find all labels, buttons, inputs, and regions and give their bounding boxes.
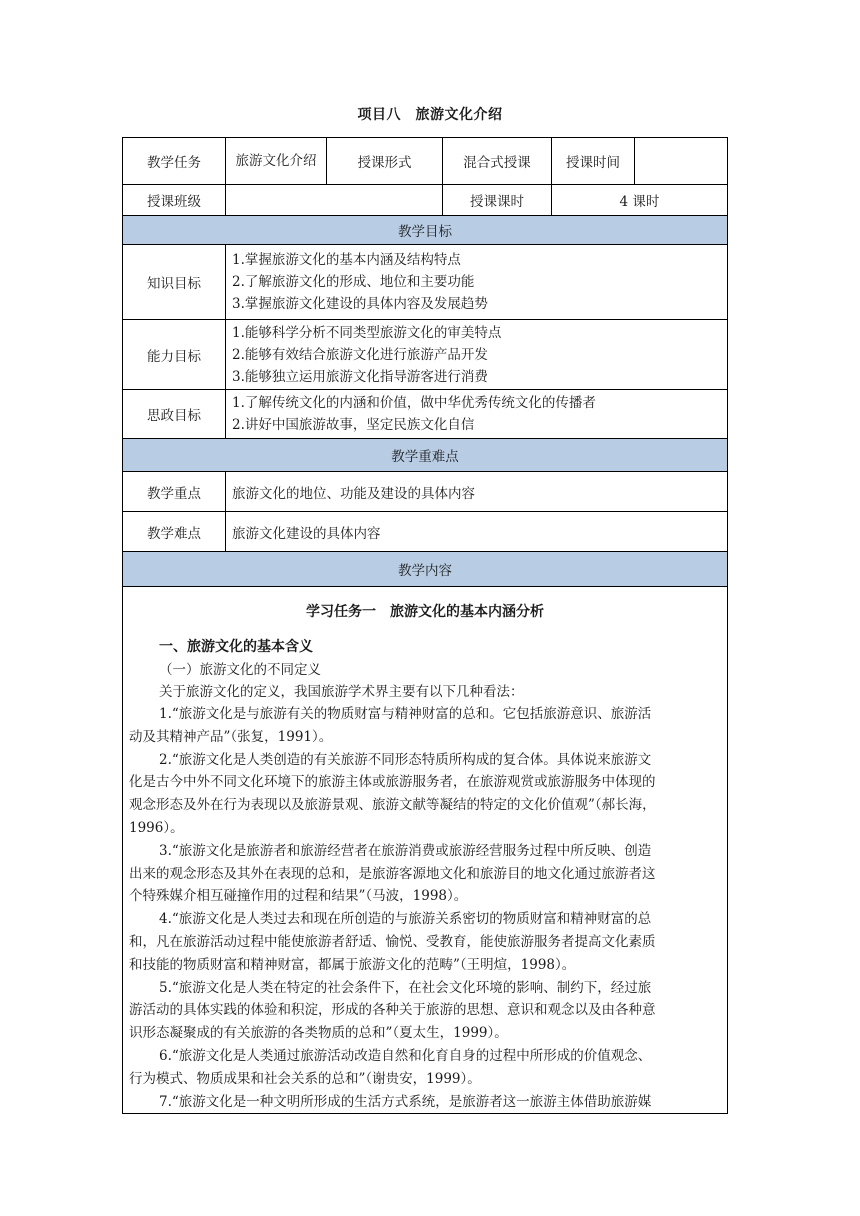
hours-label: 授课课时 (443, 185, 552, 216)
row-difficulties-header (123, 439, 728, 472)
objectives-section-header: 教学目标 (123, 216, 728, 245)
time-label: 授课时间 (552, 138, 635, 185)
definition-paragraph (129, 977, 721, 1045)
paragraph-line: 化是古今中外不同文化环境下的旅游主体或旅游服务者，在旅游观赏或旅游服务中体现的 (129, 774, 656, 791)
row-knowledge (123, 245, 728, 320)
paragraph-line: 识形态凝聚成的有关旅游的各类物质的总和”（夏太生，1999）。 (129, 1025, 508, 1042)
paragraph-line: 4.“旅游文化是人类过去和现在所创造的与旅游关系密切的物质财富和精神财富的总 (159, 911, 652, 928)
hours-value: 4 课时 (552, 185, 728, 216)
section-heading: 一、旅游文化的基本含义 (159, 639, 313, 655)
row-class (123, 185, 728, 216)
paragraph-line: 1.“旅游文化是与旅游有关的物质财富与精神财富的总和。它包括旅游意识、旅游活 (159, 706, 652, 722)
row-content-header (123, 552, 728, 587)
ideology-label: 思政目标 (123, 390, 226, 439)
knowledge-item: 3.掌握旅游文化建设的具体内容及发展趋势 (232, 296, 488, 312)
row-ideology (123, 390, 728, 439)
paragraph-line: 个特殊媒介相互碰撞作用的过程和结果”（马波，1998）。 (129, 888, 468, 905)
form-label: 授课形式 (327, 138, 443, 185)
paragraph-line: 7.“旅游文化是一种文明所形成的生活方式系统，是旅游者这一旅游主体借助旅游媒 (159, 1093, 652, 1110)
paragraph-line: 5.“旅游文化是人类在特定的社会条件下，在社会文化环境的影响、制约下，经过旅 (159, 979, 652, 996)
ability-item: 2.能够有效结合旅游文化进行旅游产品开发 (232, 346, 488, 363)
lesson-plan-table (122, 137, 728, 1114)
row-task (123, 138, 728, 185)
task-title: 学习任务一 旅游文化的基本内涵分析 (306, 604, 544, 620)
ideology-list (226, 390, 728, 439)
paragraph-line: 6.“旅游文化是人类通过旅游活动改造自然和化育自身的过程中所形成的价值观念、 (159, 1047, 652, 1064)
content-section-header: 教学内容 (123, 552, 728, 587)
paragraph-line: 观念形态及外在行为表现以及旅游景观、旅游文献等凝结的特定的文化价值观”（郝长海， (129, 797, 656, 814)
knowledge-item: 2.了解旅游文化的形成、地位和主要功能 (232, 274, 475, 290)
paragraph-line: 2.“旅游文化是人类创造的有关旅游不同形态特质所构成的复合体。具体说来旅游文 (159, 751, 652, 768)
paragraph-line: 3.“旅游文化是旅游者和旅游经营者在旅游消费或旅游经营服务过程中所反映、创造 (159, 842, 652, 859)
ability-item: 3.能够独立运用旅游文化指导游客进行消费 (232, 368, 488, 385)
paragraph-line: 出来的观念形态及其外在表现的总和，是旅游客源地文化和旅游目的地文化通过旅游者这 (129, 865, 656, 882)
row-ability (123, 320, 728, 390)
task-label: 教学任务 (123, 138, 226, 185)
definition-paragraph (129, 840, 721, 908)
content-body (123, 587, 728, 1114)
paragraph-line: 和技能的物质财富和精神财富，都属于旅游文化的范畴”（王明煊，1998）。 (129, 956, 576, 973)
paragraph-line: 1996）。 (129, 819, 184, 836)
paragraph-line: 行为模式、物质成果和社会关系的总和”（谢贵安，1999）。 (129, 1070, 481, 1087)
time-value (635, 138, 728, 185)
ideology-item: 2.讲好中国旅游故事，坚定民族文化自信 (232, 417, 475, 433)
class-label: 授课班级 (123, 185, 226, 216)
definition-paragraph (129, 703, 721, 749)
definition-list (129, 703, 721, 1113)
key-point-value: 旅游文化的地位、功能及建设的具体内容 (226, 472, 728, 512)
ideology-item: 1.了解传统文化的内涵和价值，做中华优秀传统文化的传播者 (232, 395, 596, 411)
definition-paragraph (129, 749, 721, 840)
difficult-point-label: 教学难点 (123, 512, 226, 552)
definition-paragraph (129, 1045, 721, 1091)
paragraph-line: 游活动的具体实践的体验和积淀，形成的各种关于旅游的思想、意识和观念以及由各种意 (129, 1002, 656, 1019)
page-title: 项目八 旅游文化介绍 (357, 107, 503, 123)
knowledge-item: 1.掌握旅游文化的基本内涵及结构特点 (232, 252, 461, 268)
difficult-point-value: 旅游文化建设的具体内容 (226, 512, 728, 552)
form-value: 混合式授课 (443, 138, 552, 185)
knowledge-label: 知识目标 (123, 245, 226, 320)
difficulties-section-header: 教学重难点 (123, 439, 728, 472)
ability-label: 能力目标 (123, 320, 226, 390)
knowledge-list (226, 245, 728, 320)
subsection-heading: （一）旅游文化的不同定义 (159, 662, 321, 678)
row-objectives-header (123, 216, 728, 245)
definition-paragraph (129, 908, 721, 976)
task-value: 旅游文化介绍 (226, 138, 327, 185)
row-key-point (123, 472, 728, 512)
paragraph-line: 动及其精神产品”（张复，1991）。 (129, 728, 333, 745)
class-value (226, 185, 443, 216)
key-point-label: 教学重点 (123, 472, 226, 512)
ability-list (226, 320, 728, 390)
intro-paragraph: 关于旅游文化的定义，我国旅游学术界主要有以下几种看法： (159, 684, 524, 700)
ability-item: 1.能够科学分析不同类型旅游文化的审美特点 (232, 324, 502, 341)
row-difficult-point (123, 512, 728, 552)
row-content (123, 587, 728, 1114)
paragraph-line: 和，凡在旅游活动过程中能使旅游者舒适、愉悦、受教育，能使旅游服务者提高文化素质 (129, 933, 656, 950)
definition-paragraph (129, 1091, 721, 1114)
